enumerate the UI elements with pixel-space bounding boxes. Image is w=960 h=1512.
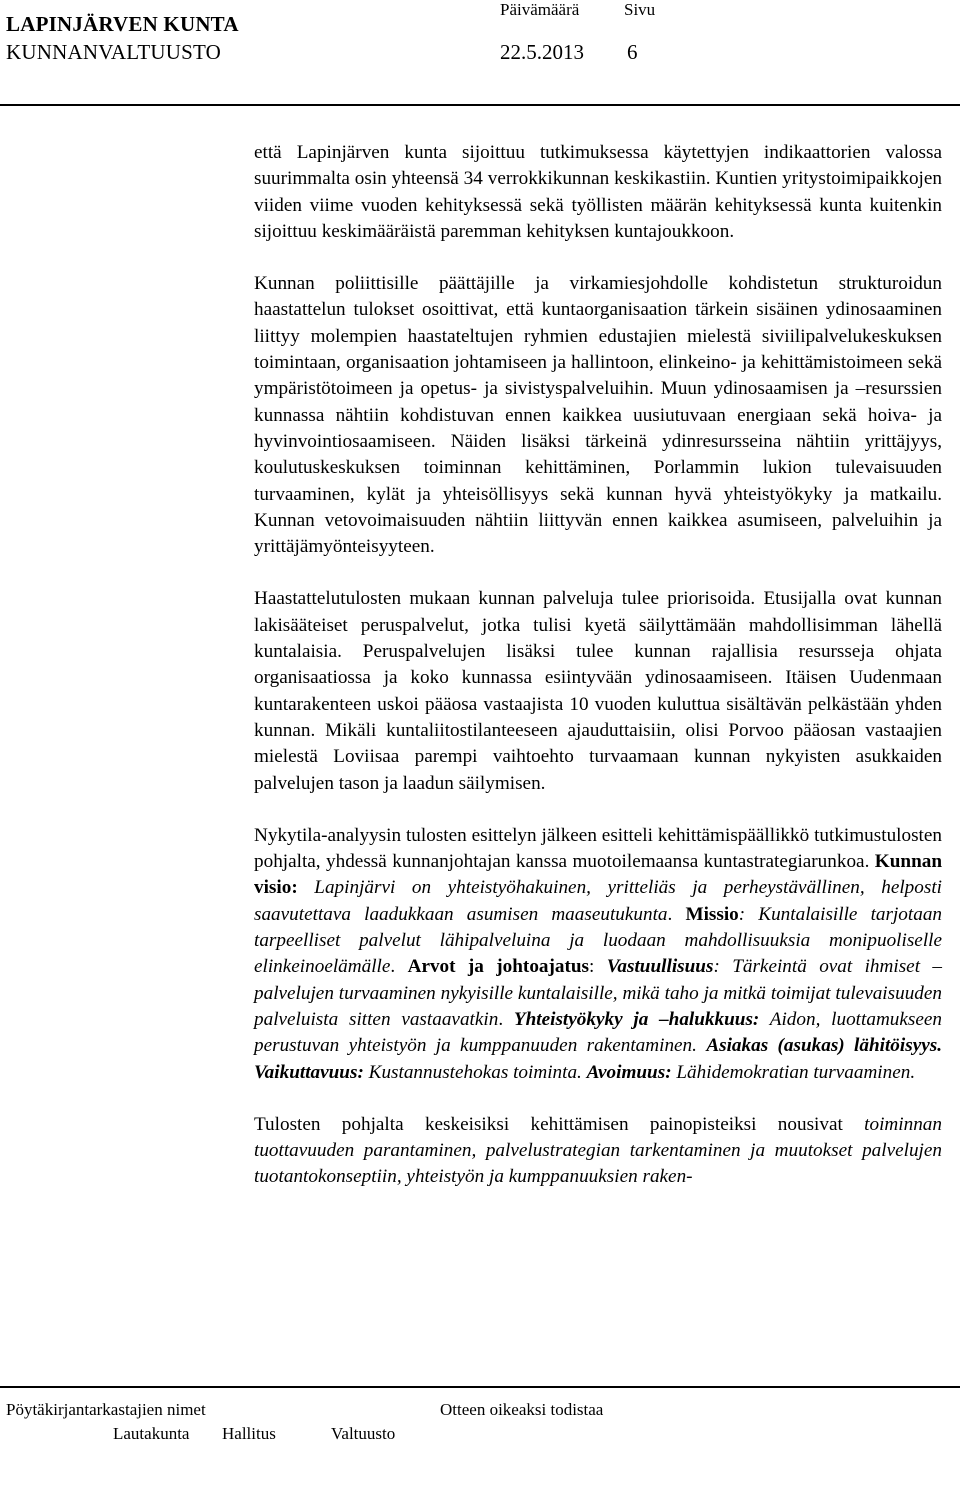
page-label: Sivu: [624, 0, 656, 19]
footer-body-valtuusto: Valtuusto: [331, 1424, 396, 1443]
missio-text: : Kuntalaisille tarjotaan tarpeelliset palvelut lähipalveluina ja luodaan mahdollisuuksia monipuoliselle elinkeinoelämälle: [254, 903, 943, 978]
paragraph-1: että Lapinjärven kunta sijoittuu tutkimuksessa käytettyjen indikaattorien valossa suurimmalta osin yhteensä 34 verrokkikunnan keskikastiin. Kuntien yritystoimipaikkojen viiden viime vuoden kehityksessä sekä työllisten määrän kehityksessä kunta kuitenkin sijoittuu keskimääräistä paremman kehityksen kuntajoukkoon.: [254, 142, 942, 242]
page-header: [0, 0, 960, 106]
p4-dot-3: .: [498, 1008, 514, 1030]
footer-body-lautakunta: Lautakunta: [113, 1424, 190, 1443]
organization-name: LAPINJÄRVEN KUNTA: [6, 12, 239, 36]
value-2-label: Yhteistyökyky ja –halukkuus:: [513, 1008, 760, 1030]
copy-certified-label: Otteen oikeaksi todistaa: [440, 1400, 604, 1419]
paragraph-4: [254, 823, 942, 1086]
header-rule: [0, 104, 960, 106]
p5-italic: toiminnan tuottavuuden parantaminen, palvelustrategian tarkentaminen ja muutokset palvelujen tuotantokonseptiin, yhteistyön ja kumppanuuksien raken-: [254, 1113, 942, 1188]
document-body: [254, 140, 942, 1217]
p5-intro: Tulosten pohjalta keskeisiksi kehittämisen painopisteiksi nousivat: [254, 1113, 865, 1135]
p4-dot-1: .: [667, 903, 686, 925]
paragraph-5: [254, 1112, 942, 1191]
value-4-label: Avoimuus:: [586, 1061, 672, 1083]
missio-label: Missio: [685, 903, 739, 925]
p4-dot-2: .: [390, 956, 408, 978]
value-1-text: : Tärkeintä ovat ihmiset – palvelujen turvaaminen nykyisille kuntalaisille, mikä taho ja mitkä toimijat tulevaisuuden palveluista sitten vastaavatkin: [254, 956, 943, 1030]
visio-label: Kunnan visio:: [254, 851, 942, 899]
visio-text: Lapinjärvi on yhteistyöhakuinen, yritteliäs ja perheystävällinen, helposti saavutettava laadukkaan asumisen maaseutukunta: [254, 877, 942, 925]
date-value: 22.5.2013: [500, 40, 584, 64]
page-footer: [0, 1386, 960, 1512]
p4-intro: Nykytila-analyysin tulosten esittelyn jälkeen esitteli kehittämispäällikkö tutkimustulosten pohjalta, yhdessä kunnanjohtajan kanssa muotoilemaansa kuntastrategiarunkoa.: [254, 824, 942, 873]
footer-rule: [0, 1386, 960, 1388]
page-number: 6: [627, 40, 638, 64]
value-3-text: Kustannustehokas toiminta.: [363, 1061, 587, 1083]
p4-colon: :: [589, 956, 607, 978]
value-1-label: Vastuullisuus: [606, 956, 714, 978]
value-2-text: Aidon, luottamukseen perustuvan yhteistyön ja kumppanuuden rakentaminen.: [254, 1008, 943, 1057]
paragraph-2: Kunnan poliittisille päättäjille ja virkamiesjohdolle kohdistetun strukturoidun haastattelun tulokset osoittivat, että kuntaorganisaation tärkein sisäinen ydinosaaminen liittyy molempien haastateltujen ryhmien edustajien mielestä siviilipalvelukeskuksen toimintaan, organisaation johtamiseen ja hallintoon, elinkeino- ja kehittämistoimeen sekä ympäristötoimeen ja opetus- ja sivistyspalveluihin. Muun ydinosaamisen ja –resurssien kunnassa nähtiin kohdistuvan ennen kaikkea uusiutuvaan energiaan sekä hoiva- ja hyvinvointiosaamiseen. Näiden lisäksi tärkeinä ydinresursseina nähtiin yrittäjyys, koulutuskeskuksen toiminnan kehittäminen, Porlammin lukion tulevaisuuden turvaaminen, kylät ja yhteisöllisyys sekä kunnan hyvä yhteistyökyky ja matkailu. Kunnan vetovoimaisuuden nähtiin liittyvän ennen kaikkea asumiseen, palveluihin ja yrittäjämyönteisyyteen.: [254, 273, 942, 558]
value-4-text: Lähidemokratian turvaaminen.: [671, 1061, 916, 1083]
checkers-label: Pöytäkirjantarkastajien nimet: [6, 1400, 206, 1419]
footer-body-hallitus: Hallitus: [222, 1424, 276, 1443]
body-name: KUNNANVALTUUSTO: [6, 40, 221, 64]
arvot-label: Arvot ja johtoajatus: [407, 956, 590, 978]
value-3-label: Asiakas (asukas) lähitöisyys. Vaikuttavuus:: [254, 1035, 942, 1083]
paragraph-3: Haastattelutulosten mukaan kunnan palveluja tulee priorisoida. Etusijalla ovat kunnan lakisääteiset peruspalvelut, jotka tulisi kyetä säilyttämään mahdollisimman lähellä kuntalaisia. Peruspalvelujen lisäksi tulee kunnan rajallisia resursseja ohjata organisaatiossa ja koko kunnassa esiintyvään ydinosaamiseen. Itäisen Uudenmaan kuntarakenteen uskoi pääosa vastaajista 10 vuoden kuluttua sisältävän pelkästään yhden kunnan. Mikäli kuntaliitostilanteeseen ajauduttaisiin, olisi Porvoo pääosan vastaajien mielestä Loviisaa parempi vaihtoehto turvaamaan kunnan nykyisten asukkaiden palvelujen tason ja laadun säilymisen.: [254, 588, 942, 794]
date-label: Päivämäärä: [500, 0, 580, 19]
